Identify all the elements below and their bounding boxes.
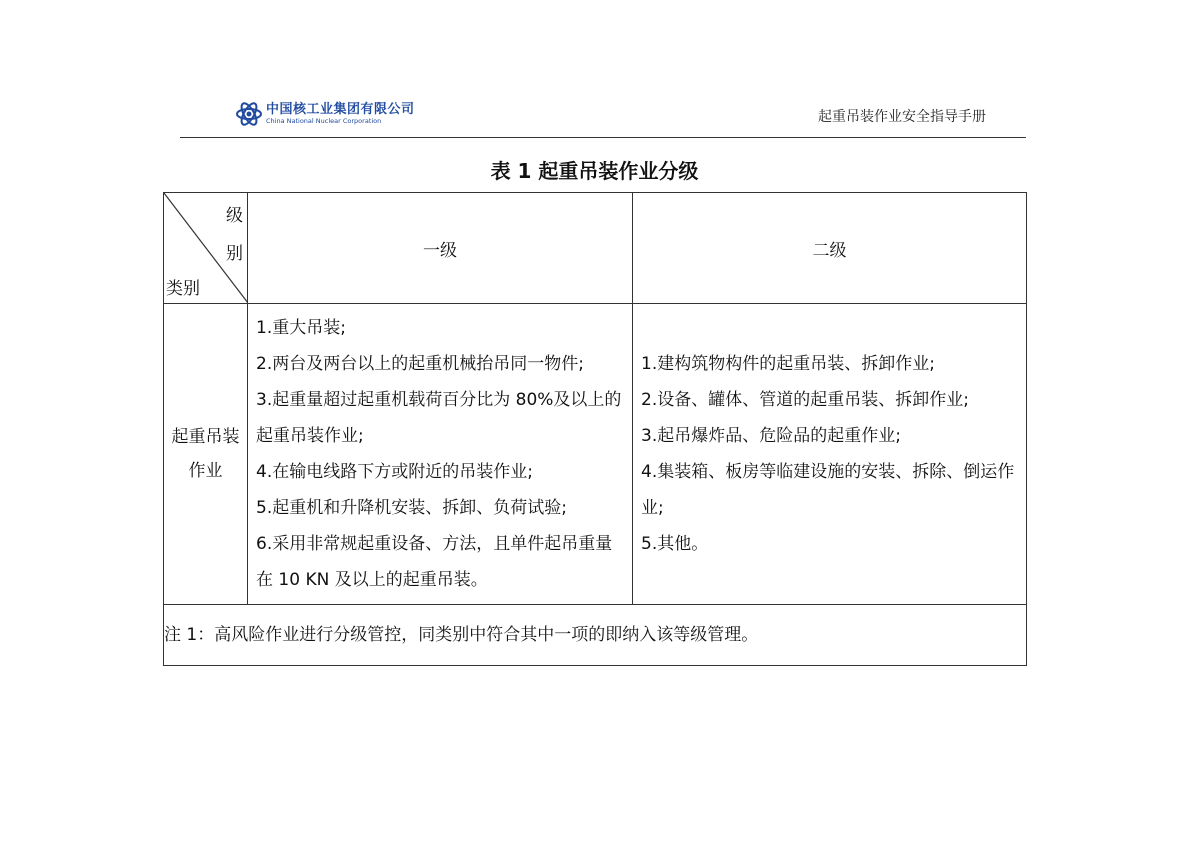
level-1-cell	[248, 304, 633, 605]
list-item: 4.在输电线路下方或附近的吊装作业;	[256, 462, 533, 482]
cnnc-atom-logo-icon	[235, 100, 263, 128]
corner-cell	[164, 193, 248, 304]
list-item: 2.两台及两台以上的起重机械抬吊同一物件;	[256, 354, 584, 374]
corner-category-label: 类别	[166, 279, 200, 299]
row-category: 起重吊装作业	[164, 304, 248, 605]
manual-title: 起重吊装作业安全指导手册	[818, 109, 986, 125]
list-item: 5.其他。	[641, 534, 709, 554]
column-header-level-1: 一级	[248, 193, 633, 304]
list-item: 1.重大吊装;	[256, 318, 346, 338]
list-item: 5.起重机和升降机安装、拆卸、负荷试验;	[256, 498, 567, 518]
company-logo	[235, 100, 415, 128]
level-2-cell	[633, 304, 1027, 605]
header-divider	[180, 137, 1026, 138]
table-header-row	[164, 193, 1027, 304]
table-row	[164, 304, 1027, 605]
list-item: 1.建构筑物构件的起重吊装、拆卸作业;	[641, 354, 935, 374]
table-note: 注 1：高风险作业进行分级管控，同类别中符合其中一项的即纳入该等级管理。	[164, 605, 1027, 666]
company-name-en: China National Nuclear Corporation	[266, 117, 382, 126]
table-title: 表 1 起重吊装作业分级	[490, 159, 699, 183]
list-item: 4.集装箱、板房等临建设施的安装、拆除、倒运作业;	[641, 462, 1015, 518]
corner-level-char-2: 别	[226, 244, 243, 264]
list-item: 2.设备、罐体、管道的起重吊装、拆卸作业;	[641, 390, 969, 410]
classification-table	[163, 192, 1027, 666]
list-item: 3.起重量超过起重机载荷百分比为 80%及以上的起重吊装作业;	[256, 390, 622, 446]
list-item: 6.采用非常规起重设备、方法，且单件起吊重量在 10 KN 及以上的起重吊装。	[256, 534, 613, 590]
column-header-level-2: 二级	[633, 193, 1027, 304]
company-name-cn: 中国核工业集团有限公司	[266, 102, 415, 118]
list-item: 3.起吊爆炸品、危险品的起重作业;	[641, 426, 901, 446]
corner-level-char-1: 级	[226, 206, 243, 226]
page-header	[180, 96, 1026, 138]
table-note-row	[164, 605, 1027, 666]
